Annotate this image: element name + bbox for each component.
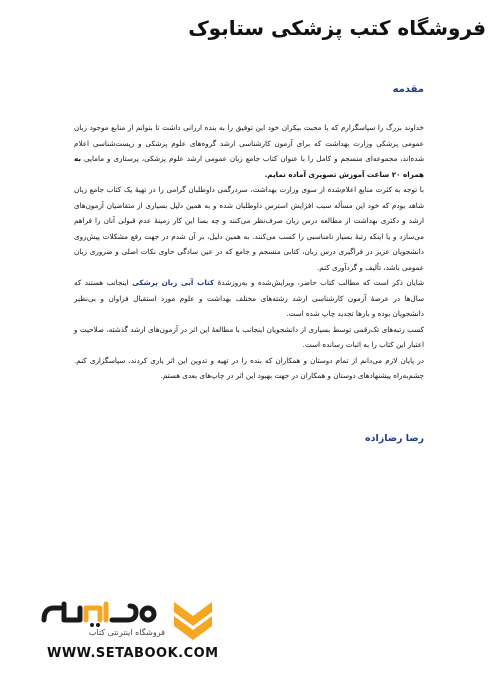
website-url: WWW.SETABOOK.COM bbox=[47, 646, 219, 661]
paragraph-3-text-b: اینجانب هستند که سال‌ها در عرصهٔ آزمون کارشناسی ارشد رشته‌های مختلف بهداشت و علوم مورد استقبال فراوان و بی‌نظیر دانشجویان بوده و بارها تجدید چاپ شده است. bbox=[74, 278, 424, 318]
store-title: فروشگاه کتب پزشکی ستابوک bbox=[188, 16, 486, 40]
author-signature: رضا رضازاده bbox=[365, 433, 424, 444]
logo-wordmark-icon bbox=[40, 598, 160, 628]
book-chevron-icon bbox=[168, 598, 218, 644]
paragraph-3 bbox=[74, 275, 424, 322]
logo-subtitle: فروشگاه اینترنتی کتاب bbox=[88, 628, 165, 637]
paragraph-2: با توجه به کثرت منابع اعلام‌شده از سوی وزارت بهداشت، سردرگمی داوطلبان گرامی را در تهیهٔ یک کتاب جامع زبان شاهد بودم که خود این مسأله سبب افزایش استرس داوطلبان شده و به همین دلیل بسیاری از متقاضیان آزمون‌های ارشد و دکتری بهداشت از مطالعه درس زبان صرف‌نظر می‌کنند و چه بسا این کار زمینهٔ عدم قبولی آنان را فراهم می‌سازد و یا اینکه رتبهٔ بسیار نامناسبی را کسب می‌کنند. به همین دلیل، بر آن شدم در جهت رفع مشکلات پیش‌روی دانشجویان عزیز در فراگیری درس زبان، کتابی منسجم و جامع که در عین سادگی حاوی نکات اصلی و ضروری زبان عمومی باشد، تألیف و گردآوری کنم. bbox=[74, 185, 424, 272]
paragraph-1-text: خداوند بزرگ را سپاسگزارم که با محبت بیکران خود این توفیق را به بنده ارزانی داشت تا بتوانم از منابع موجود زبان عمومی پزشکی وزارت بهداشت که برای آزمون کارشناسی ارشد گروه‌های علوم پزشکی و زیست‌شناسی اعلام شده‌اند، مجموعه‌ای منسجم و کامل را با عنوان کتاب جامع زبان عمومی ارشد علوم پزشکی، پرستاری و مامایی bbox=[74, 123, 424, 163]
paragraph-3-text-a: شایان ذکر است که مطالب کتاب حاضر، ویرایش‌شده و به‌روزشدهٔ bbox=[214, 278, 425, 287]
section-title: مقدمه bbox=[392, 84, 424, 95]
setabook-logo bbox=[30, 598, 220, 644]
paragraph-1-bold: به همراه ۲۰ ساعت آموزش تصویری آماده تمایم. bbox=[74, 154, 424, 179]
paragraph-5: در پایان لازم می‌دانم از تمام دوستان و همکاران که بنده را در تهیه و تدوین این اثر یاری کردند، سپاسگزاری کنم. چشم‌به‌راه پیشنهادهای دوستان و همکاران در جهت بهبود این اثر در چاپ‌های بعدی هستم. bbox=[74, 355, 424, 380]
paragraph-1 bbox=[74, 120, 424, 182]
body-text bbox=[74, 120, 424, 384]
paragraph-4: کسب رتبه‌های تک‌رقمی توسط بسیاری از دانشجویان اینجانب با مطالعهٔ این اثر در آزمون‌های ارشد گذشته، صلاحیت و اعتبار این کتاب را به اثبات رسانده است. bbox=[74, 324, 424, 349]
book-title-highlight: کتاب آبی زبان پزشکی bbox=[132, 278, 215, 287]
